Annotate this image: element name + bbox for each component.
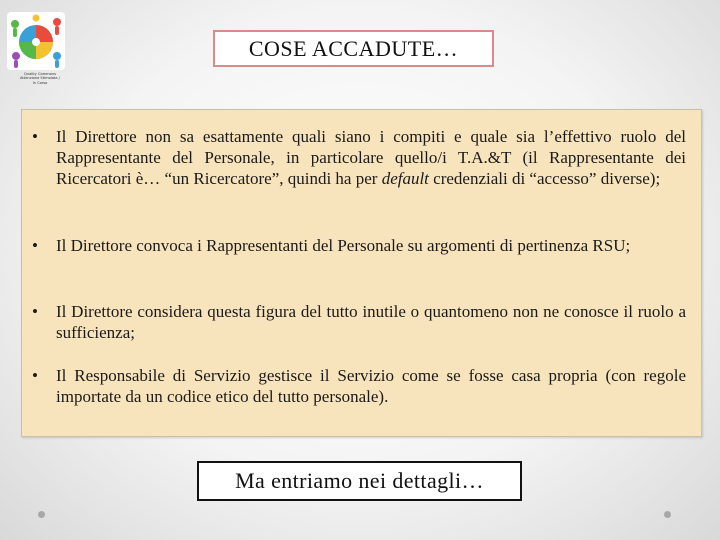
logo-caption <box>12 72 68 85</box>
bullet-text <box>56 126 686 189</box>
cta-box: Ma entriamo nei dettagli… <box>197 461 522 501</box>
bullet-item <box>22 235 686 256</box>
decorative-dot-icon <box>664 511 671 518</box>
bullet-item <box>22 301 686 343</box>
bullet-text-part: Il Direttore non sa esattamente quali siano i compiti e quale sia l’effettivo ruolo del Rappresentante del Personale, in particolare quello/i T.A.&T (il Rappresentante dei Ricercatori è… “un Ricercatore”, quindi ha per <box>56 127 686 188</box>
bullet-item <box>22 126 686 189</box>
logo-caption-line: In Corso <box>32 80 48 85</box>
bullet-text: Il Direttore considera questa figura del tutto inutile o quantomeno non ne conosce il ruolo a sufficienza; <box>56 302 686 342</box>
bullet-dot-icon: • <box>32 236 38 255</box>
bullet-dot-icon: • <box>32 366 38 385</box>
bullet-text-emphasis: default <box>381 169 429 188</box>
slide-title: COSE ACCADUTE… <box>213 30 494 67</box>
puzzle-people-logo-icon <box>7 12 65 70</box>
bullet-item <box>22 365 686 407</box>
bullet-text: Il Responsabile di Servizio gestisce il Servizio come se fosse casa propria (con regole importate da un codice etico del tutto personale). <box>56 366 686 406</box>
logo-caption-line: Quality Commons <box>23 72 57 76</box>
logo-caption-line: Attenzione Stimolata / <box>20 76 60 81</box>
content-panel <box>21 109 702 437</box>
bullet-dot-icon: • <box>32 302 38 321</box>
bullet-dot-icon: • <box>32 127 38 146</box>
bullet-text-part: credenziali di “accesso” diverse); <box>428 169 661 188</box>
decorative-dot-icon <box>38 511 45 518</box>
bullet-text: Il Direttore convoca i Rappresentanti del Personale su argomenti di pertinenza RSU; <box>56 236 631 255</box>
logo <box>7 12 65 70</box>
